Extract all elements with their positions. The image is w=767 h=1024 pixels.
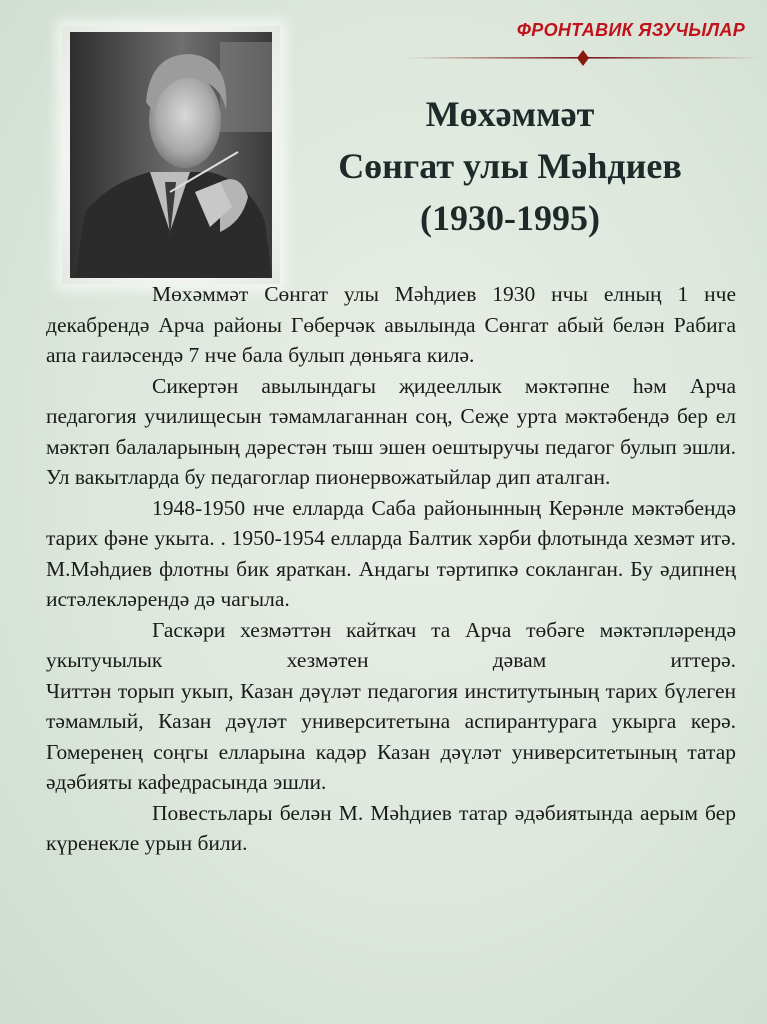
decorative-divider — [406, 50, 761, 70]
paragraph-legacy: Повестьлары белән М. Мәһдиев татар әдәбиятында аерым бер күренекле урын били. — [46, 800, 736, 855]
page-title — [300, 88, 720, 245]
section-header: ФРОНТАВИК ЯЗУЧЫЛАР — [516, 20, 745, 40]
portrait-frame — [62, 26, 280, 284]
paragraph-education: Сикертән авылындагы җидееллык мәктәпне һәм Арча педагогия училищесын тәмамлаганнан соң, Сеҗе урта мәктәбендә бер ел мәктәп балаларының дәрестән тыш эшен оештыручы педагог булып эшли. Ул вакытларда бу педагоглар пионервожатыйлар дип аталган. — [46, 373, 736, 489]
title-full-name: Сөнгат улы Мәһдиев — [338, 146, 682, 187]
paragraph-university: Читтән торып укып, Казан дәүләт педагогия институтының тарих бүлеген тәмамлый, Казан дәүләт университетына аспирантурага укырга керә. Гомеренең соңгы елларына кадәр Казан дәүләт университетының татар әдәбияты кафедрасында эшли. — [46, 678, 736, 794]
paragraph-return: Гаскәри хезмәттән кайткач та Арча төбәге мәктәпләрендә укытучылык хезмәтен дәвам иттерә. — [46, 617, 736, 672]
biography-text — [46, 279, 736, 859]
title-years: (1930-1995) — [420, 198, 600, 239]
paragraph-military: 1948-1950 нче елларда Саба районынның Керәнле мәктәбендә тарих фәне укыта. . 1950-1954 елларда Балтик хәрби флотында хезмәт итә. М.Мәһдиев флотны бик яраткан. Андагы тәртипкә сокланган. Бу әдипнең истәлекләрендә дә чагыла. — [46, 495, 736, 611]
title-first-name: Мөхәммәт — [425, 94, 595, 134]
paragraph-birth: Мөхәммәт Сөнгат улы Мәһдиев 1930 нчы елның 1 нче декабрендә Арча районы Гөберчәк авылында Сөнгат абый белән Рабига апа гаиләсендә 7 нче бала булып дөньяга килә. — [46, 282, 736, 367]
diamond-ornament-icon — [577, 50, 589, 66]
portrait-photo — [70, 32, 272, 278]
